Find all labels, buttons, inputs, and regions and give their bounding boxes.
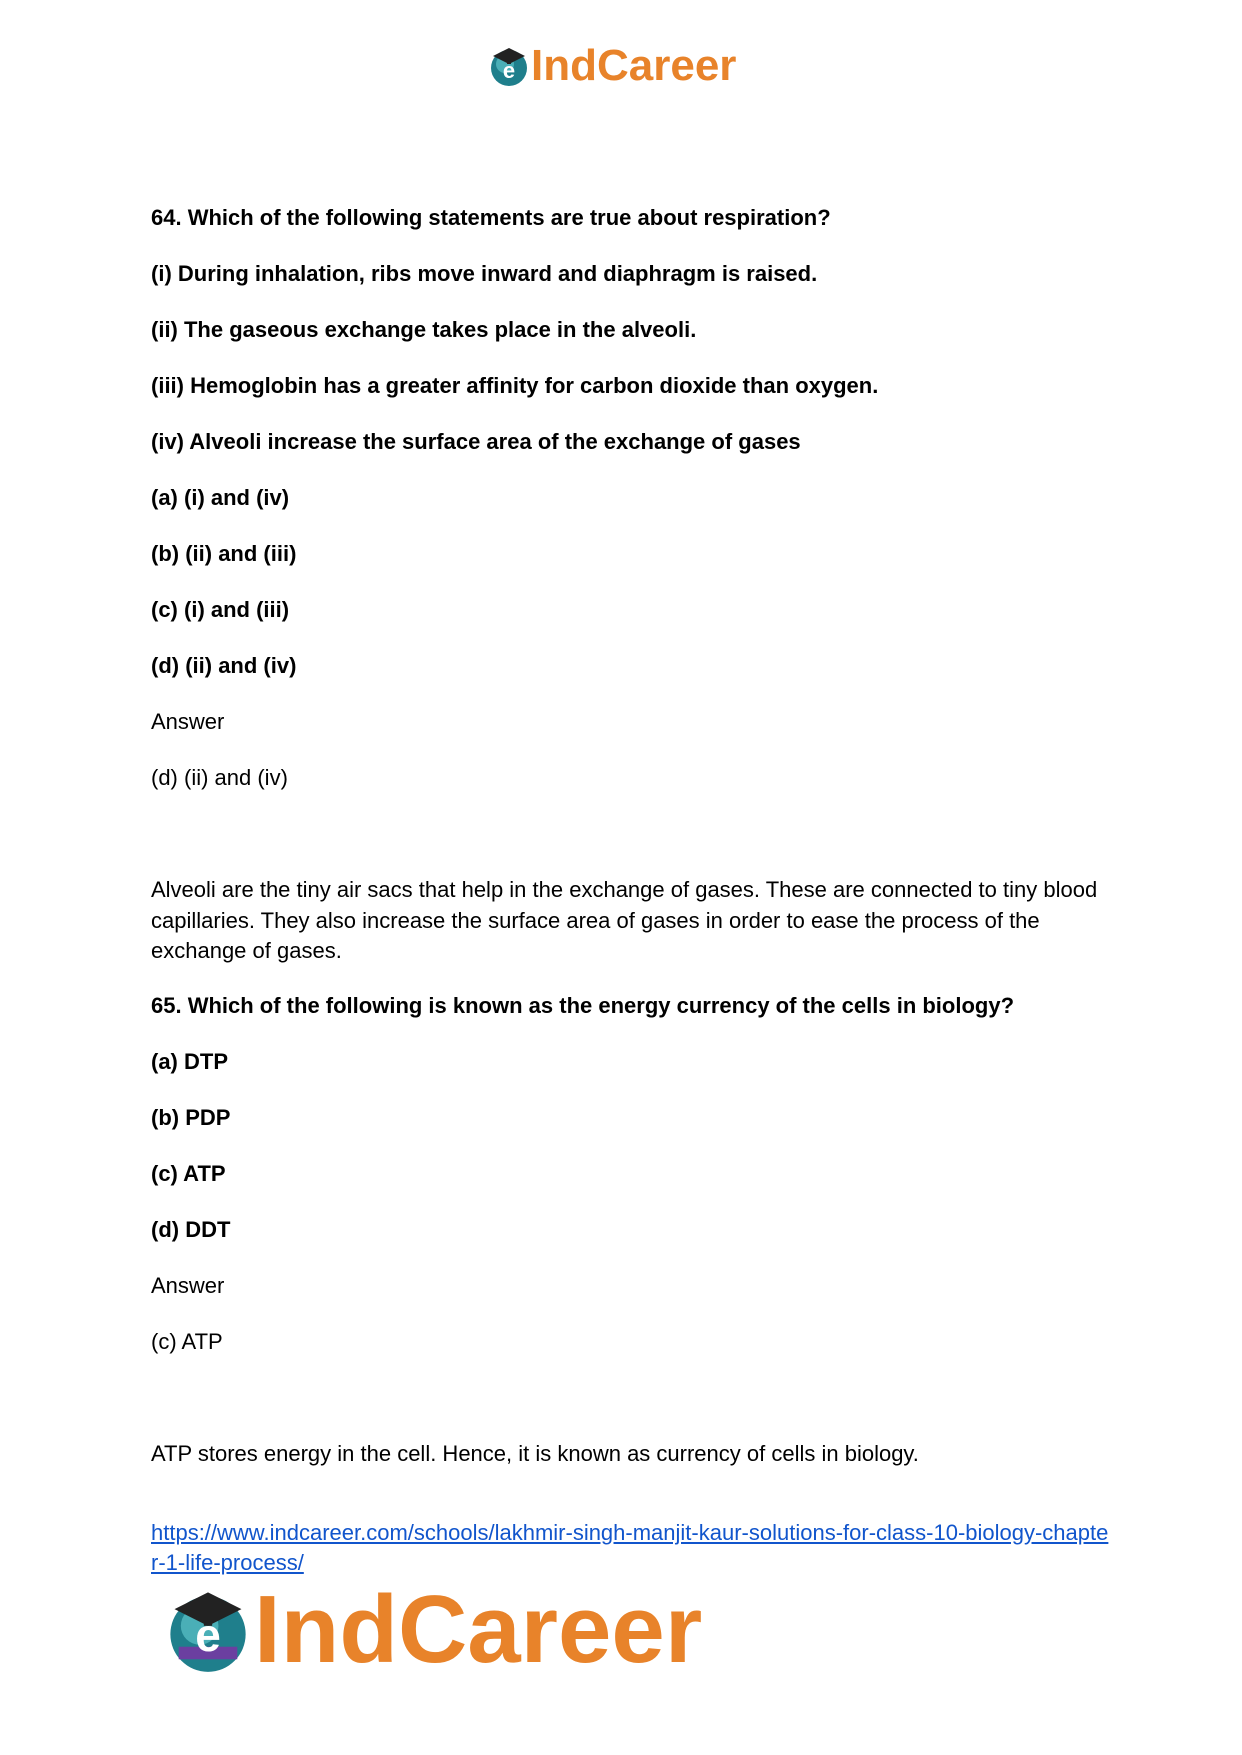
svg-text:e: e xyxy=(502,58,516,83)
footer-logo xyxy=(162,1576,703,1683)
q65-explanation: ATP stores energy in the cell. Hence, it is known as currency of cells in biology. xyxy=(151,1441,919,1466)
svg-text:e: e xyxy=(195,1608,221,1661)
q65-answer-label: Answer xyxy=(151,1273,225,1298)
q64-question: 64. Which of the following statements are true about respiration? xyxy=(151,205,831,230)
q64-explanation: Alveoli are the tiny air sacs that help in the exchange of gases. These are connected to tiny blood capillaries. They also increase the surface area of gases in order to ease the process of the exchange of gases. xyxy=(151,877,1098,963)
q64-option-c: (c) (i) and (iii) xyxy=(151,597,290,622)
header-logo-text: IndCareer xyxy=(531,41,737,90)
q64-statement-1: (i) During inhalation, ribs move inward and diaphragm is raised. xyxy=(151,261,818,286)
q65-option-d: (d) DDT xyxy=(151,1217,231,1242)
source-link[interactable]: https://www.indcareer.com/schools/lakhmir-singh-manjit-kaur-solutions-for-class-10-biology-chapter-1-life-process/ xyxy=(151,1520,1109,1575)
q65-question: 65. Which of the following is known as the energy currency of the cells in biology? xyxy=(151,993,1015,1018)
q65-option-b: (b) PDP xyxy=(151,1105,231,1130)
q65-option-c: (c) ATP xyxy=(151,1161,226,1186)
q64-option-d: (d) (ii) and (iv) xyxy=(151,653,297,678)
graduation-globe-icon xyxy=(487,44,531,88)
q64-statement-3: (iii) Hemoglobin has a greater affinity for carbon dioxide than oxygen. xyxy=(151,373,879,398)
header-logo xyxy=(487,41,737,90)
graduation-globe-icon xyxy=(162,1584,254,1676)
q64-option-b: (b) (ii) and (iii) xyxy=(151,541,297,566)
q65-option-a: (a) DTP xyxy=(151,1049,228,1074)
q65-answer: (c) ATP xyxy=(151,1329,223,1354)
q64-answer-label: Answer xyxy=(151,709,225,734)
q64-statement-2: (ii) The gaseous exchange takes place in the alveoli. xyxy=(151,317,697,342)
q64-answer: (d) (ii) and (iv) xyxy=(151,765,288,790)
q64-option-a: (a) (i) and (iv) xyxy=(151,485,290,510)
q64-statement-4: (iv) Alveoli increase the surface area of the exchange of gases xyxy=(151,429,801,454)
footer-logo-text: IndCareer xyxy=(254,1576,703,1683)
